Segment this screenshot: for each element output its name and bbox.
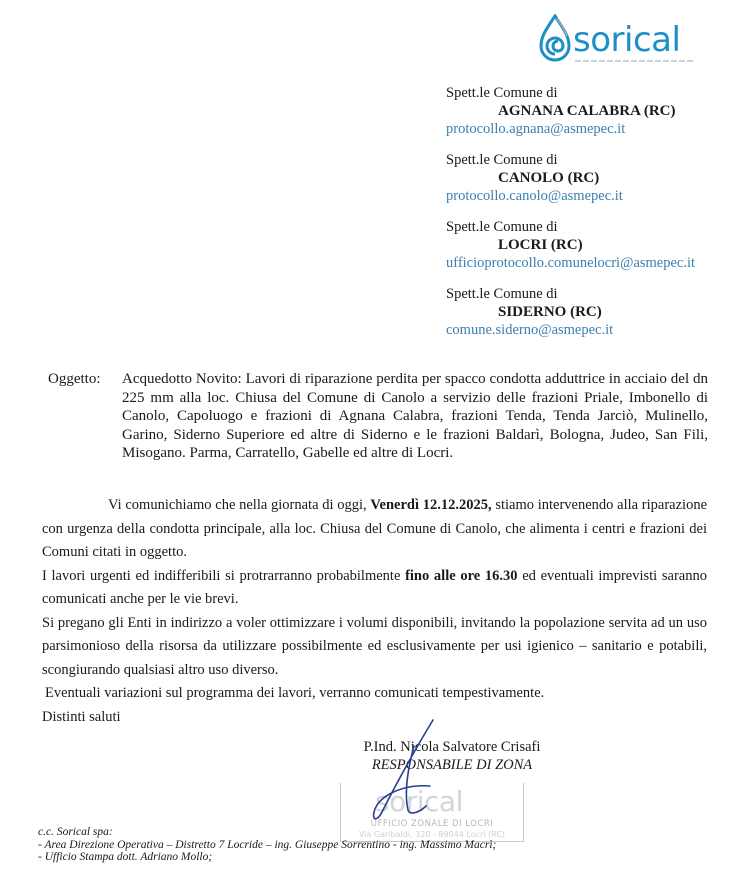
stamp-address: Via Garibaldi, 320 - 89044 Locri (RC) (358, 830, 506, 839)
subject-block (48, 370, 708, 463)
subject-label: Oggetto: (48, 371, 101, 387)
recipient-town: CANOLO (RC) (498, 170, 600, 186)
subject-text: Acquedotto Novito: Lavori di riparazione perdita per spacco condotta adduttrice in acciaio del dn 225 mm alla loc. Chiusa del Comune di Canolo a servizio delle frazioni Priale, Imbonello di Canolo, Capoluogo e frazioni di Agnana Calabra, frazioni Tenda, Tenda Jarciò, Mulinello, Garino, Siderno Superiore ed altre di Siderno e le frazioni Baldarì, Bologna, Judeo, San Fili, Misogano. Parma, Carratello, Gabelle ed altre di Locri. (122, 371, 708, 461)
recipient-email[interactable]: protocollo.agnana@asmepec.it (446, 121, 626, 137)
recipient-canolo (446, 151, 746, 205)
paragraph-duration (42, 565, 707, 612)
paragraph-request: Si pregano gli Enti in indirizzo a voler ottimizzare i volumi disponibili, invitando la popolazione servita ad un uso parsimonioso della risorsa da utilizzare possibilmente ed esclusivamente per usi igienico – sanitario e potabili, scongiurando qualsiasi altro uso diverso. (42, 614, 707, 678)
brand-name: sorical (573, 20, 681, 60)
recipient-email[interactable]: comune.siderno@asmepec.it (446, 322, 614, 338)
paragraph-text: ed eventuali imprevisti saranno comunicati anche per le vie brevi. (42, 567, 707, 607)
recipient-town: LOCRI (RC) (498, 237, 583, 253)
cc-heading: c.c. Sorical spa: (38, 826, 113, 838)
paragraph-text: Vi comunichiamo che nella giornata di oggi, (108, 497, 371, 513)
recipient-locri (446, 218, 746, 272)
water-drop-spiral-icon (537, 14, 573, 64)
closing-salutation: Distinti saluti (42, 708, 121, 725)
stamp-office: UFFICIO ZONALE DI LOCRI (370, 819, 494, 829)
recipient-siderno (446, 285, 746, 339)
recipient-greeting: Spett.le Comune di (446, 219, 558, 235)
recipients-block (446, 84, 746, 352)
recipient-agnana (446, 84, 746, 138)
letter-body (42, 494, 707, 729)
intervention-date: Venerdì 12.12.2025, (370, 497, 492, 513)
recipient-email[interactable]: ufficioprotocollo.comunelocri@asmepec.it (446, 255, 696, 271)
recipient-town: SIDERNO (RC) (498, 304, 602, 320)
stamp-brand: sorical (375, 785, 463, 818)
recipient-greeting: Spett.le Comune di (446, 85, 558, 101)
recipient-email[interactable]: protocollo.canolo@asmepec.it (446, 188, 623, 204)
cc-item: - Ufficio Stampa dott. Adriano Mollo; (38, 851, 213, 863)
paragraph-text: stiamo intervenendo alla riparazione con urgenza della condotta principale, alla loc. Chiusa del Comune di Canolo, che alimenta i centri e frazioni dei Comuni citati in oggetto. (42, 497, 708, 560)
cc-block (38, 826, 558, 864)
signer-name: P.Ind. Nicola Salvatore Crisafi (363, 739, 541, 755)
end-time: fino alle ore 16.30 (405, 567, 518, 584)
signer-role: RESPONSABILE DI ZONA (371, 757, 533, 773)
recipient-greeting: Spett.le Comune di (446, 286, 558, 302)
paragraph-text: I lavori urgenti ed indifferibili si protrarranno probabilmente (42, 567, 406, 584)
recipient-greeting: Spett.le Comune di (446, 152, 558, 168)
paragraph-intervention (42, 494, 707, 565)
paragraph-variations: Eventuali variazioni sul programma dei lavori, verranno comunicati tempestivamente. (45, 685, 545, 701)
handwritten-signature (330, 716, 470, 826)
recipient-town: AGNANA CALABRA (RC) (498, 103, 676, 119)
sorical-logo (537, 12, 737, 72)
cc-item: - Area Direzione Operativa – Distretto 7 Locride – ing. Giuseppe Sorrentino - ing. Massimo Macrì; (38, 838, 497, 851)
brand-tagline (575, 60, 695, 62)
